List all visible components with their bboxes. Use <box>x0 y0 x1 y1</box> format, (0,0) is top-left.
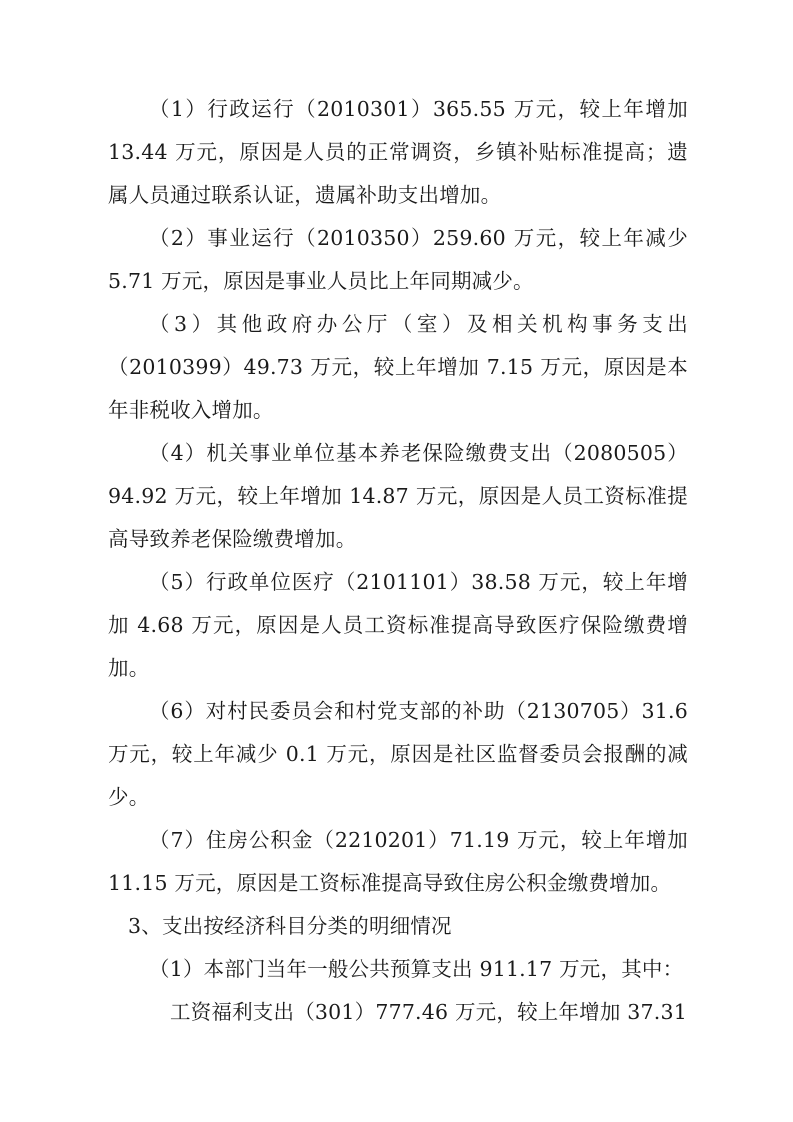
paragraph-section-heading: 3、支出按经济科目分类的明细情况 <box>128 914 452 938</box>
paragraph-1: （1）行政运行（2010301）365.55 万元，较上年增加 13.44 万元，原因是人员的正常调资，乡镇补贴标准提高；遗属人员通过联系认证，遗属补助支出增加。 <box>108 97 688 207</box>
document-body <box>108 88 688 1034</box>
paragraph-6: （6）对村民委员会和村党支部的补助（2130705）31.6 万元，较上年减少 0.1 万元，原因是社区监督委员会报酬的减少。 <box>108 699 688 809</box>
paragraph-5: （5）行政单位医疗（2101101）38.58 万元，较上年增加 4.68 万元，原因是人员工资标准提高导致医疗保险缴费增加。 <box>108 570 688 680</box>
paragraph-9: （1）本部门当年一般公共预算支出 911.17 万元，其中： <box>149 957 684 981</box>
paragraph-4: （4）机关事业单位基本养老保险缴费支出（2080505）94.92 万元，较上年增加 14.87 万元，原因是人员工资标准提高导致养老保险缴费增加。 <box>108 441 688 551</box>
paragraph-7: （7）住房公积金（2210201）71.19 万元，较上年增加 11.15 万元，原因是工资标准提高导致住房公积金缴费增加。 <box>108 828 688 895</box>
paragraph-2: （2）事业运行（2010350）259.60 万元，较上年减少 5.71 万元，原因是事业人员比上年同期减少。 <box>108 226 688 293</box>
paragraph-10: 工资福利支出（301）777.46 万元，较上年增加 37.31 <box>170 1000 687 1024</box>
paragraph-3: （3）其他政府办公厅（室）及相关机构事务支出（2010399）49.73 万元，较上年增加 7.15 万元，原因是本年非税收入增加。 <box>108 312 688 422</box>
